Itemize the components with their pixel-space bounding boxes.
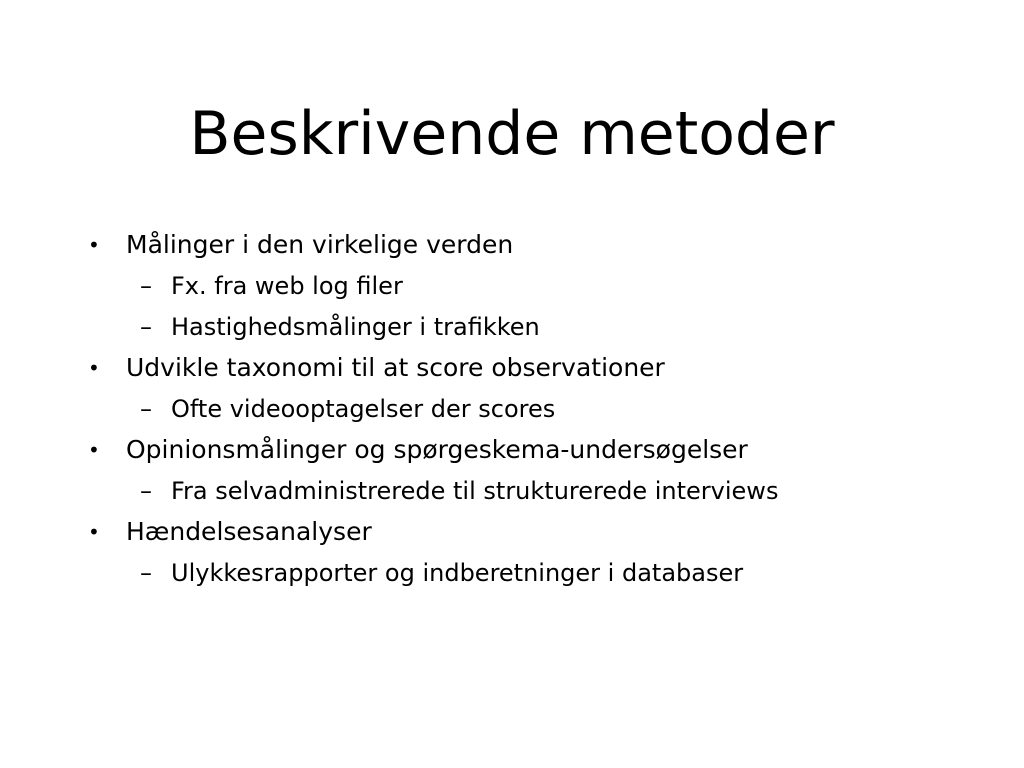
bullet-marker: •: [88, 356, 100, 380]
sub-bullet-text: Fra selvadministrerede til strukturerede interviews: [171, 477, 779, 505]
sub-bullet-item: [86, 268, 986, 309]
sub-bullet-text: Hastighedsmålinger i trafikken: [171, 313, 540, 341]
sub-bullet-item: [86, 309, 986, 350]
slide-title: Beskrivende metoder: [189, 99, 835, 169]
bullet-marker: •: [88, 233, 100, 257]
bullet-text: Hændelsesanalyser: [126, 517, 372, 546]
bullet-item: [86, 514, 986, 555]
bullet-list: [86, 227, 986, 596]
bullet-marker: •: [88, 438, 100, 462]
bullet-text: Målinger i den virkelige verden: [126, 230, 514, 259]
sub-bullet-marker: –: [140, 477, 152, 505]
bullet-marker: •: [88, 520, 100, 544]
sub-bullet-text: Fx. fra web log filer: [171, 272, 403, 300]
bullet-text: Opinionsmålinger og spørgeskema-undersøgelser: [126, 435, 748, 464]
sub-bullet-item: [86, 391, 986, 432]
bullet-item: [86, 227, 986, 268]
sub-bullet-text: Ofte videooptagelser der scores: [171, 395, 556, 423]
sub-bullet-item: [86, 555, 986, 596]
sub-bullet-item: [86, 473, 986, 514]
sub-bullet-marker: –: [140, 313, 152, 341]
sub-bullet-marker: –: [140, 559, 152, 587]
bullet-text: Udvikle taxonomi til at score observationer: [126, 353, 665, 382]
bullet-item: [86, 350, 986, 391]
sub-bullet-marker: –: [140, 395, 152, 423]
sub-bullet-text: Ulykkesrapporter og indberetninger i databaser: [171, 559, 744, 587]
sub-bullet-marker: –: [140, 272, 152, 300]
bullet-item: [86, 432, 986, 473]
